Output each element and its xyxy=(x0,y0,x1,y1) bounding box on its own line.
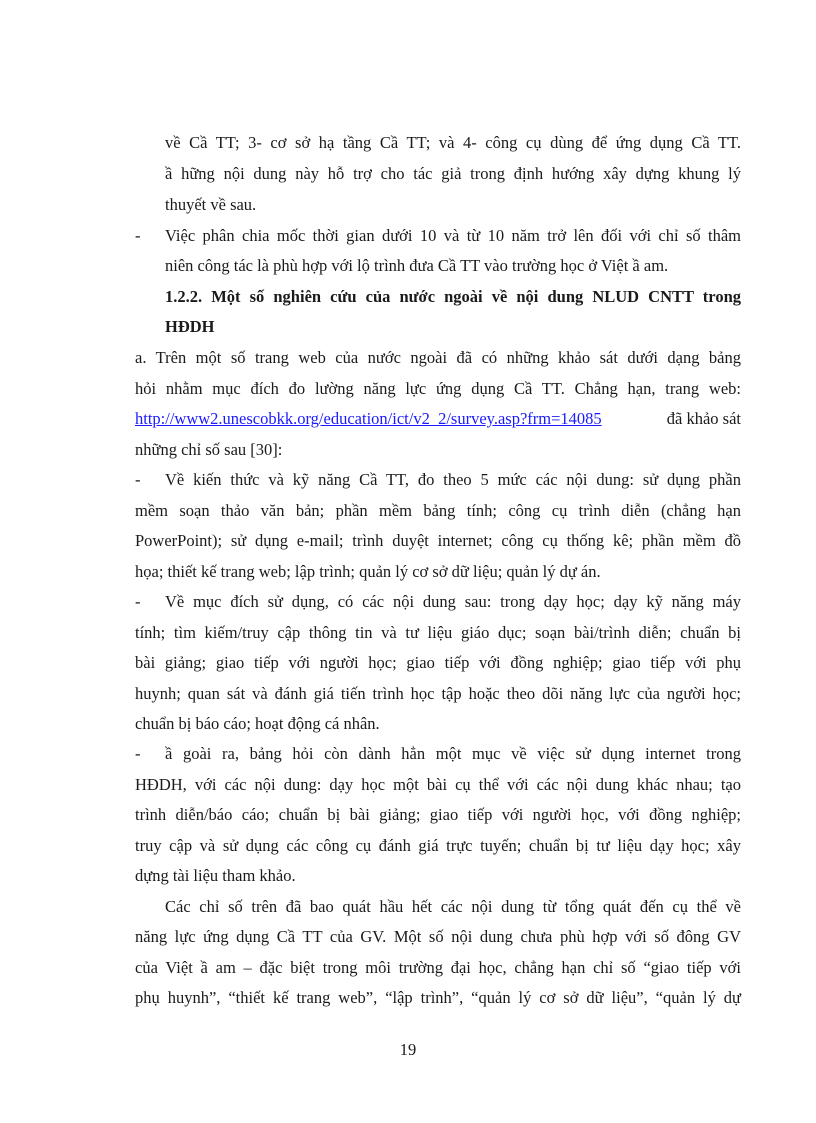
text-line: PowerPoint); sử dụng e-mail; trình duyệt internet; công cụ thống kê; phần mềm đồ xyxy=(135,531,741,550)
page-number: 19 xyxy=(399,1040,417,1059)
text-line: tính; tìm kiếm/truy cập thông tin và tư liệu giáo dục; soạn bài/trình diễn; chuẩn bị xyxy=(135,623,741,642)
text-line: HĐDH, với các nội dung: dạy học một bài cụ thể với các nội dung khác nhau; tạo xyxy=(135,775,741,794)
text-line: truy cập và sử dụng các công cụ đánh giá trực tuyến; chuẩn bị tư liệu dạy học; xây xyxy=(135,836,741,855)
text-line: ầ hững nội dung này hỗ trợ cho tác giả trong định hướng xây dựng khung lý xyxy=(165,164,741,183)
bullet-dash: - xyxy=(135,470,141,489)
survey-link[interactable]: http://www2.unescobkk.org/education/ict/v2_2/survey.asp?frm=14085 xyxy=(135,409,602,428)
text-line: Các chỉ số trên đã bao quát hầu hết các nội dung từ tổng quát đến cụ thể về xyxy=(165,897,741,916)
text-line: thuyết về sau. xyxy=(165,195,257,214)
text-line: mềm soạn thảo văn bản; phần mềm bảng tính; công cụ trình diễn (chẳng hạn xyxy=(135,501,741,520)
text-line: a. Trên một số trang web của nước ngoài đã có những khảo sát dưới dạng bảng xyxy=(135,348,741,367)
text-line: Việc phân chia mốc thời gian dưới 10 và từ 10 năm trở lên đối với chỉ số thâm xyxy=(165,226,741,245)
text-line: hỏi nhằm mục đích đo lường năng lực ứng dụng Cầ TT. Chẳng hạn, trang web: xyxy=(135,379,741,398)
text-line: họa; thiết kế trang web; lập trình; quản lý cơ sở dữ liệu; quản lý dự án. xyxy=(135,562,601,581)
bullet-dash: - xyxy=(135,592,141,611)
text-line: niên công tác là phù hợp với lộ trình đưa Cầ TT vào trường học ở Việt ầ am. xyxy=(165,256,669,275)
text-line: ầ goài ra, bảng hỏi còn dành hẳn một mục về việc sử dụng internet trong xyxy=(165,744,741,763)
text-line: chuẩn bị báo cáo; hoạt động cá nhân. xyxy=(135,714,380,733)
text-line: trình diễn/báo cáo; chuẩn bị bài giảng; giao tiếp với người học, với đồng nghiệp; xyxy=(135,805,741,824)
text-fragment: đã khảo sát xyxy=(666,409,741,428)
text-line: phụ huynh”, “thiết kế trang web”, “lập trình”, “quản lý cơ sở dữ liệu”, “quản lý dự xyxy=(135,988,741,1007)
text-line: năng lực ứng dụng Cầ TT của GV. Một số nội dung chưa phù hợp với số đông GV xyxy=(135,927,741,946)
text-line: những chỉ số sau [30]: xyxy=(135,440,283,459)
bullet-dash: - xyxy=(135,226,141,245)
text-line: Về kiến thức và kỹ năng Cầ TT, đo theo 5 mức các nội dung: sử dụng phần xyxy=(165,470,741,489)
text-line xyxy=(135,409,741,429)
bullet-dash: - xyxy=(135,744,141,763)
section-heading: 1.2.2. Một số nghiên cứu của nước ngoài về nội dung NLUD CNTT trong xyxy=(165,287,741,306)
text-line: huynh; quan sát và đánh giá tiến trình học tập hoặc theo dõi năng lực của người học; xyxy=(135,684,741,703)
text-line: dựng tài liệu tham khảo. xyxy=(135,866,296,885)
text-line: bài giảng; giao tiếp với người học; giao tiếp với đồng nghiệp; giao tiếp với phụ xyxy=(135,653,741,672)
text-line: về Cầ TT; 3- cơ sở hạ tầng Cầ TT; và 4- công cụ dùng để ứng dụng Cầ TT. xyxy=(165,133,741,152)
text-line: Về mục đích sử dụng, có các nội dung sau: trong dạy học; dạy kỹ năng máy xyxy=(165,592,741,611)
section-heading-cont: HĐDH xyxy=(165,317,215,336)
text-line: của Việt ầ am – đặc biệt trong môi trường đại học, chẳng hạn chỉ số “giao tiếp với xyxy=(135,958,741,977)
